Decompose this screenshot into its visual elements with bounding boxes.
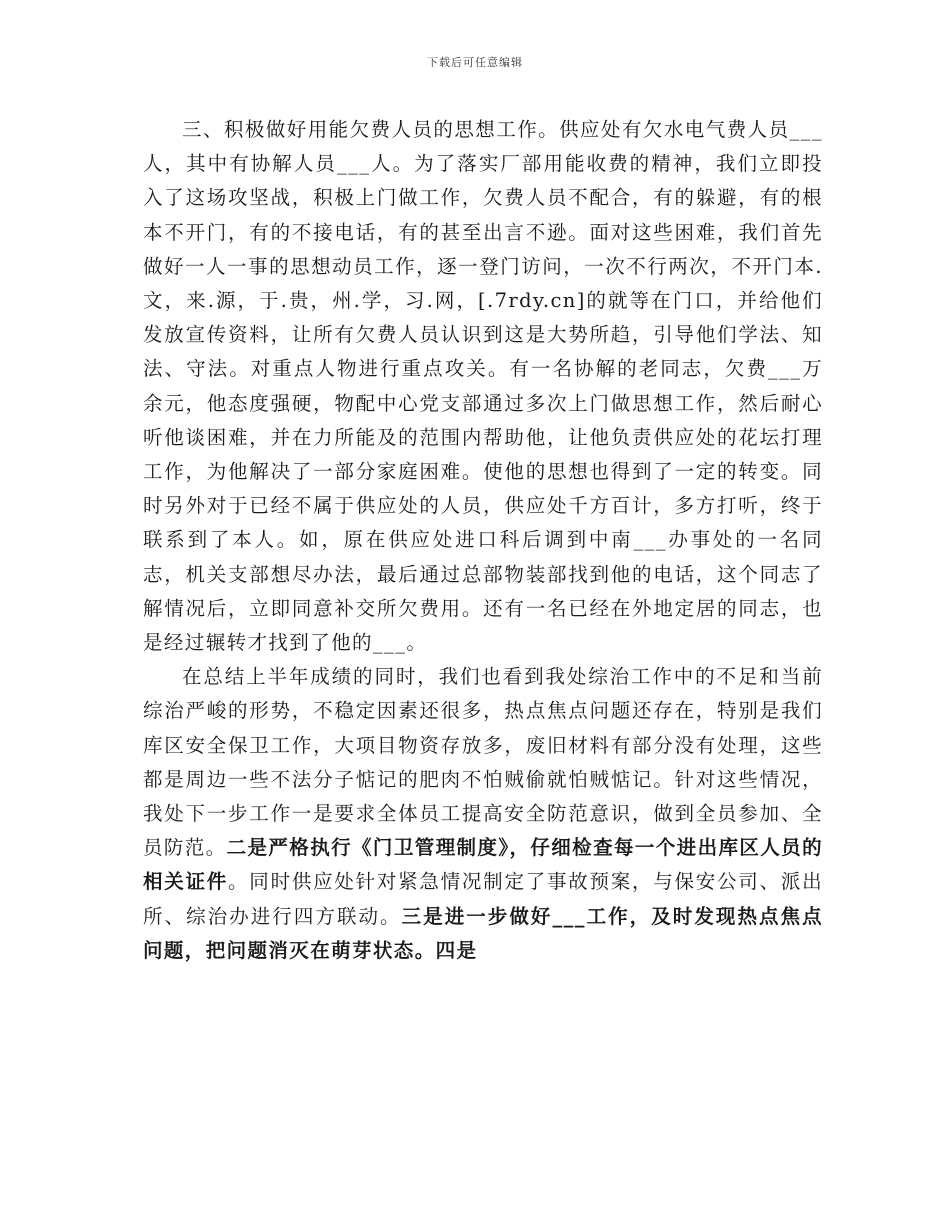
paragraph-2 — [143, 660, 823, 968]
paragraph-1: 三、积极做好用能欠费人员的思想工作。供应处有欠水电气费人员___人，其中有协解人员___人。为了落实厂部用能收费的精神，我们立即投入了这场攻坚战，积极上门做工作，欠费人员不配合，有的躲避，有的根本不开门，有的不接电话，有的甚至出言不逊。面对这些困难，我们首先做好一人一事的思想动员工作，逐一登门访问，一次不行两次，不开门本.文，来.源，于.贵，州.学，习.网，[.7rdy.cn]的就等在门口，并给他们发放宣传资料，让所有欠费人员认识到这是大势所趋，引导他们学法、知法、守法。对重点人物进行重点攻关。有一名协解的老同志，欠费___万余元，他态度强硬，物配中心党支部通过多次上门做思想工作，然后耐心听他谈困难，并在力所能及的范围内帮助他，让他负责供应处的花坛打理工作，为他解决了一部分家庭困难。使他的思想也得到了一定的转变。同时另外对于已经不属于供应处的人员，供应处千方百计，多方打听，终于联系到了本人。如，原在供应处进口科后调到中南___办事处的一名同志，机关支部想尽办法，最后通过总部物装部找到他的电话，这个同志了解情况后，立即同意补交所欠费用。还有一名已经在外地定居的同志，也是经过辗转才找到了他的___。 — [143, 118, 823, 655]
document-body — [143, 113, 823, 968]
paragraph-2-text-continued: 。同时供应处针对紧急情况制定了事故预案，与保安公司、派出所、综治办进行四方联动。 — [143, 870, 823, 928]
paragraph-2-bold-item-3: 三是进一步做好___工作，及时发现热点焦点问题，把问题消灭在萌芽状态。四是 — [143, 904, 823, 962]
page-header: 下载后可任意编辑 — [427, 56, 523, 69]
paragraph-2-text: 在总结上半年成绩的同时，我们也看到我处综治工作中的不足和当前综治严峻的形势，不稳定因素还很多，热点焦点问题还存在，特别是我们库区安全保卫工作，大项目物资存放多，废旧材料有部分没有处理，这些都是周边一些不法分子惦记的肥肉不怕贼偷就怕贼惦记。针对这些情况，我处下一步工作一是要求全体员工提高安全防范意识，做到全员参加、全员防范。 — [143, 665, 823, 860]
paragraph-2-bold-item-2: 二是严格执行《门卫管理制度》，仔细检查每一个进出库区人员的相关证件 — [143, 836, 823, 894]
